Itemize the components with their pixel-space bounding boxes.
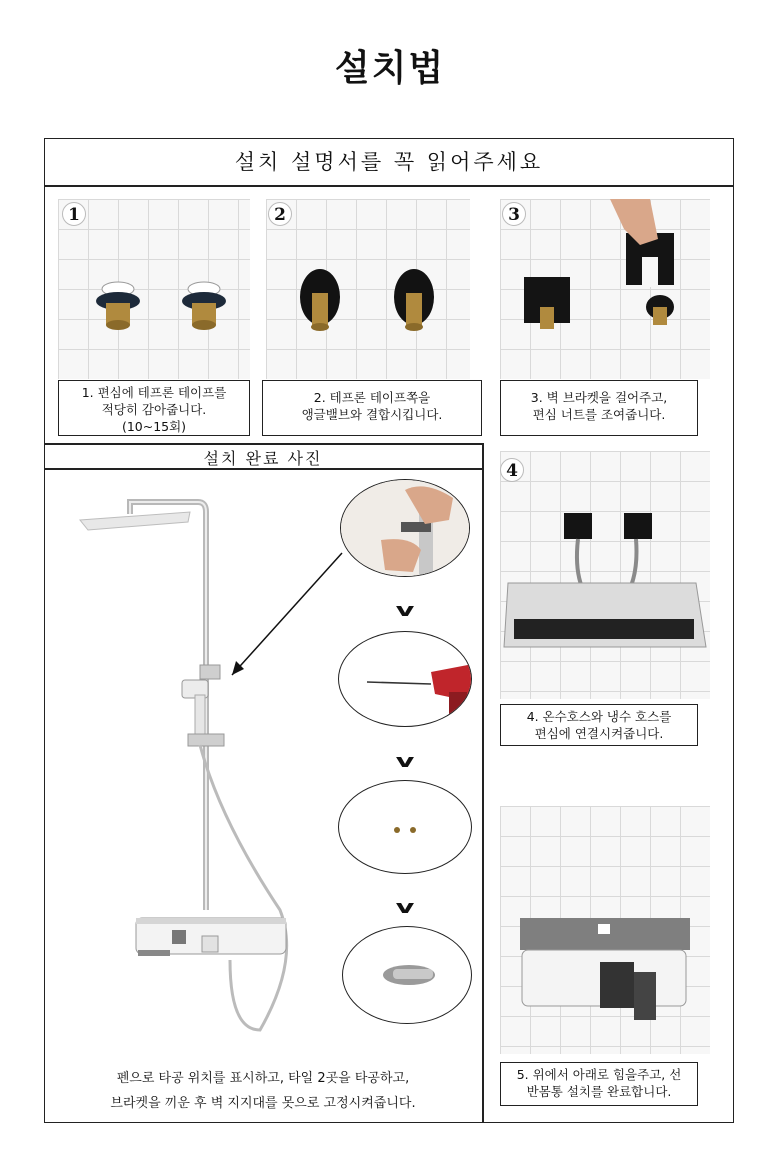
body-mounting-image (500, 806, 710, 1054)
step1-caption (58, 380, 250, 436)
chevron-down-icon: v (395, 897, 415, 918)
caption-line: 브라켓을 끼운 후 벽 지지대를 못으로 고정시켜줍니다. (110, 1096, 416, 1111)
page-title: 설치법 (334, 48, 446, 89)
chevron-down-icon: v (395, 600, 415, 621)
header-notice: 설치 설명서를 꼭 읽어주세요 (234, 150, 544, 174)
step5-caption (500, 1062, 698, 1106)
detail-drill-ellipse (338, 631, 472, 727)
completion-title: 설치 완료 사진 (203, 449, 323, 468)
caption-line: 4. 온수호스와 냉수 호스를 (526, 709, 672, 724)
step2-number: 2 (268, 202, 292, 226)
step2-photo (266, 199, 470, 379)
completion-caption (44, 1066, 482, 1118)
wall-bracket-image (500, 199, 710, 379)
caption-line: 2. 테프론 테이프쪽을 (313, 390, 431, 405)
step4-number: 4 (500, 458, 524, 482)
step3-caption (500, 380, 698, 436)
caption-line: 앵글밸브와 결합시킵니다. (301, 407, 443, 422)
step3-photo (500, 199, 710, 379)
completion-title-divider (44, 468, 482, 470)
detail-wall-support-ellipse (342, 926, 472, 1024)
angle-valve-image (266, 199, 470, 379)
header-divider (44, 185, 734, 187)
step4-caption (500, 704, 698, 746)
row-divider (44, 443, 482, 445)
step3-number: 3 (502, 202, 526, 226)
bracket-fitting-image (341, 480, 470, 577)
chevron-down-icon: v (395, 751, 415, 772)
eccentric-fittings-image (58, 199, 250, 379)
caption-line: 5. 위에서 아래로 힘을주고, 선 (516, 1067, 682, 1082)
wall-support-image (343, 927, 472, 1024)
caption-line: 3. 벽 브라켓을 걸어주고, (530, 390, 668, 405)
hose-connection-image (500, 451, 710, 699)
step4-photo (500, 451, 710, 699)
detail-bracket-ellipse (340, 479, 470, 577)
detail-holes-ellipse (338, 780, 472, 874)
detail-arrow (220, 545, 350, 685)
step1-photo (58, 199, 250, 379)
step1-number: 1 (62, 202, 86, 226)
step5-photo (500, 806, 710, 1054)
caption-line: 편심에 연결시켜줍니다. (534, 726, 664, 741)
caption-line: 편심 너트를 조여줍니다. (532, 407, 666, 422)
drill-image (339, 632, 472, 727)
column-divider (482, 443, 484, 1123)
caption-line: 적당히 감아줍니다. (101, 402, 207, 417)
caption-line: 반몸통 설치를 완료합니다. (526, 1084, 672, 1099)
caption-line: 펜으로 타공 위치를 표시하고, 타일 2곳을 타공하고, (116, 1071, 410, 1086)
caption-line: 1. 편심에 테프론 테이프를 (81, 385, 227, 400)
step2-caption (262, 380, 482, 436)
caption-line: (10~15회) (121, 419, 187, 434)
drilled-holes-image (339, 781, 472, 874)
